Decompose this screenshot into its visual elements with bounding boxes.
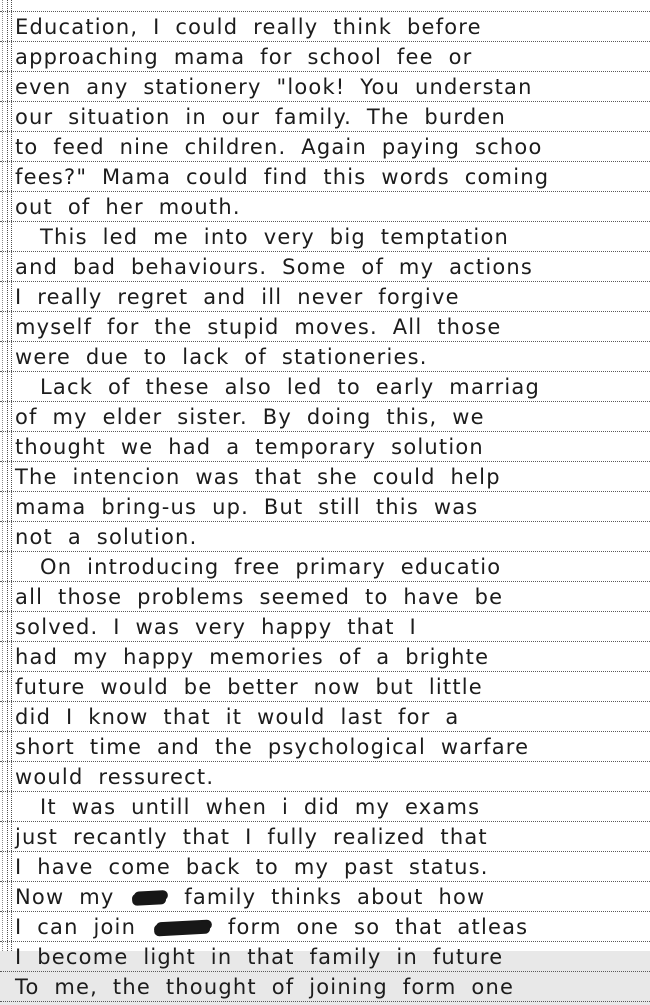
handwritten-line (0, 282, 650, 312)
handwritten-line (0, 42, 650, 72)
handwritten-line (0, 372, 650, 402)
handwriting-text: out of her mouth. (15, 195, 241, 219)
handwritten-line (0, 102, 650, 132)
handwriting-text: solved. I was very happy that I (15, 615, 417, 639)
handwriting-text: Education, I could really think before (15, 15, 482, 39)
handwritten-line (0, 582, 650, 612)
handwriting-text: just recantly that I fully realized that (15, 825, 488, 849)
handwritten-line (0, 402, 650, 432)
handwriting-text: It was untill when i did my exams (40, 795, 481, 819)
handwritten-line (0, 162, 650, 192)
handwritten-line (0, 492, 650, 522)
handwritten-line (0, 252, 650, 282)
handwriting-text: all those problems seemed to have be (15, 585, 504, 609)
handwritten-text-block (0, 11, 650, 1002)
handwriting-text: The intencion was that she could help (15, 465, 501, 489)
handwriting-text: to feed nine children. Again paying schoo (15, 135, 543, 159)
handwriting-text: even any stationery "look! You understan (15, 75, 533, 99)
handwriting-text: future would be better now but little (15, 675, 483, 699)
handwriting-text: On introducing free primary educatio (40, 555, 502, 579)
handwritten-line (0, 312, 650, 342)
scribbled-out-word (154, 922, 210, 935)
handwriting-text: of my elder sister. By doing this, we (15, 405, 485, 429)
handwriting-text: To me, the thought of joining form one (15, 975, 515, 999)
handwriting-text: short time and the psychological warfare (15, 735, 530, 759)
handwriting-text: myself for the stupid moves. All those (15, 315, 502, 339)
handwritten-line (0, 702, 650, 732)
handwritten-line (0, 552, 650, 582)
handwriting-text: I become light in that family in future (15, 945, 504, 969)
handwritten-line (0, 522, 650, 552)
handwritten-line (0, 342, 650, 372)
margin-rule-line (11, 0, 12, 951)
handwritten-line (0, 882, 650, 912)
handwritten-line (0, 852, 650, 882)
handwriting-text: had my happy memories of a brighte (15, 645, 490, 669)
handwriting-text: fees?" Mama could find this words coming (15, 165, 550, 189)
handwritten-line (0, 942, 650, 972)
handwriting-text: I really regret and ill never forgive (15, 285, 460, 309)
handwritten-line (0, 222, 650, 252)
handwriting-text: This led me into very big temptation (40, 225, 510, 249)
handwritten-line (0, 192, 650, 222)
handwriting-text: family thinks about how (169, 885, 486, 909)
handwritten-line (0, 642, 650, 672)
handwriting-text: did I know that it would last for a (15, 705, 460, 729)
handwriting-text: thought we had a temporary solution (15, 435, 484, 459)
margin-rule-line (7, 0, 8, 951)
handwriting-text: I can join (15, 915, 151, 939)
handwritten-line (0, 762, 650, 792)
handwritten-line (0, 822, 650, 852)
handwritten-line (0, 12, 650, 42)
handwriting-text: were due to lack of stationeries. (15, 345, 428, 369)
handwriting-text: form one so that atleas (212, 915, 529, 939)
handwritten-line (0, 72, 650, 102)
handwritten-line (0, 732, 650, 762)
handwriting-text: and bad behaviours. Some of my actions (15, 255, 534, 279)
handwriting-text: would ressurect. (15, 765, 215, 789)
handwritten-line (0, 672, 650, 702)
handwritten-line (0, 972, 650, 1002)
handwritten-line (0, 792, 650, 822)
handwriting-text: mama bring-us up. But still this was (15, 495, 479, 519)
scribbled-out-word (132, 892, 166, 904)
handwritten-line (0, 612, 650, 642)
handwritten-line (0, 912, 650, 942)
handwritten-line (0, 132, 650, 162)
handwriting-text: Now my (15, 885, 130, 909)
handwritten-line (0, 432, 650, 462)
handwriting-text: our situation in our family. The burden (15, 105, 507, 129)
handwriting-text: I have come back to my past status. (15, 855, 489, 879)
handwritten-line (0, 462, 650, 492)
paper-edge-line (2, 0, 3, 951)
handwriting-text: not a solution. (15, 525, 198, 549)
handwriting-text: Lack of these also led to early marriag (40, 375, 540, 399)
handwriting-text: approaching mama for school fee or (15, 45, 473, 69)
